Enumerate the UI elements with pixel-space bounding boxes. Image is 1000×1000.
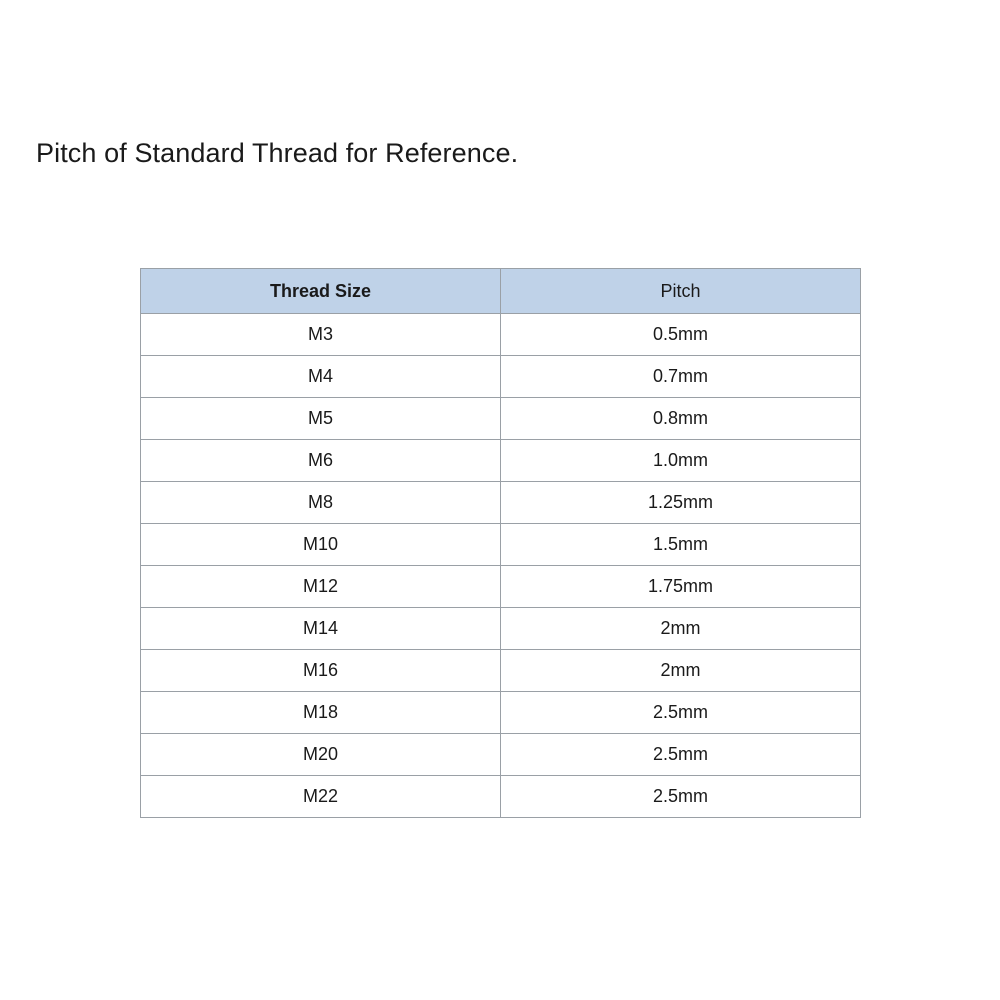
- cell-pitch: 1.75mm: [501, 566, 861, 608]
- cell-pitch: 0.8mm: [501, 398, 861, 440]
- cell-pitch: 1.5mm: [501, 524, 861, 566]
- column-header-thread-size: Thread Size: [141, 269, 501, 314]
- cell-thread-size: M20: [141, 734, 501, 776]
- cell-pitch: 2mm: [501, 608, 861, 650]
- table-row: [141, 692, 861, 734]
- table-row: [141, 398, 861, 440]
- cell-thread-size: M12: [141, 566, 501, 608]
- column-header-pitch: Pitch: [501, 269, 861, 314]
- table-row: [141, 482, 861, 524]
- cell-pitch: 0.7mm: [501, 356, 861, 398]
- thread-pitch-table-container: [140, 268, 860, 818]
- cell-thread-size: M3: [141, 314, 501, 356]
- cell-pitch: 2.5mm: [501, 776, 861, 818]
- cell-pitch: 1.25mm: [501, 482, 861, 524]
- cell-pitch: 2.5mm: [501, 734, 861, 776]
- table-row: [141, 524, 861, 566]
- cell-thread-size: M14: [141, 608, 501, 650]
- cell-thread-size: M4: [141, 356, 501, 398]
- cell-thread-size: M6: [141, 440, 501, 482]
- table-row: [141, 608, 861, 650]
- table-row: [141, 440, 861, 482]
- table-row: [141, 314, 861, 356]
- cell-thread-size: M16: [141, 650, 501, 692]
- page-title: Pitch of Standard Thread for Reference.: [36, 138, 519, 168]
- table-header-row: [141, 269, 861, 314]
- cell-thread-size: M10: [141, 524, 501, 566]
- cell-pitch: 2mm: [501, 650, 861, 692]
- cell-thread-size: M8: [141, 482, 501, 524]
- table-row: [141, 356, 861, 398]
- cell-thread-size: M22: [141, 776, 501, 818]
- table-row: [141, 650, 861, 692]
- cell-pitch: 2.5mm: [501, 692, 861, 734]
- cell-thread-size: M18: [141, 692, 501, 734]
- table-row: [141, 734, 861, 776]
- cell-pitch: 0.5mm: [501, 314, 861, 356]
- cell-thread-size: M5: [141, 398, 501, 440]
- thread-pitch-table: [140, 268, 861, 818]
- table-row: [141, 566, 861, 608]
- table-row: [141, 776, 861, 818]
- cell-pitch: 1.0mm: [501, 440, 861, 482]
